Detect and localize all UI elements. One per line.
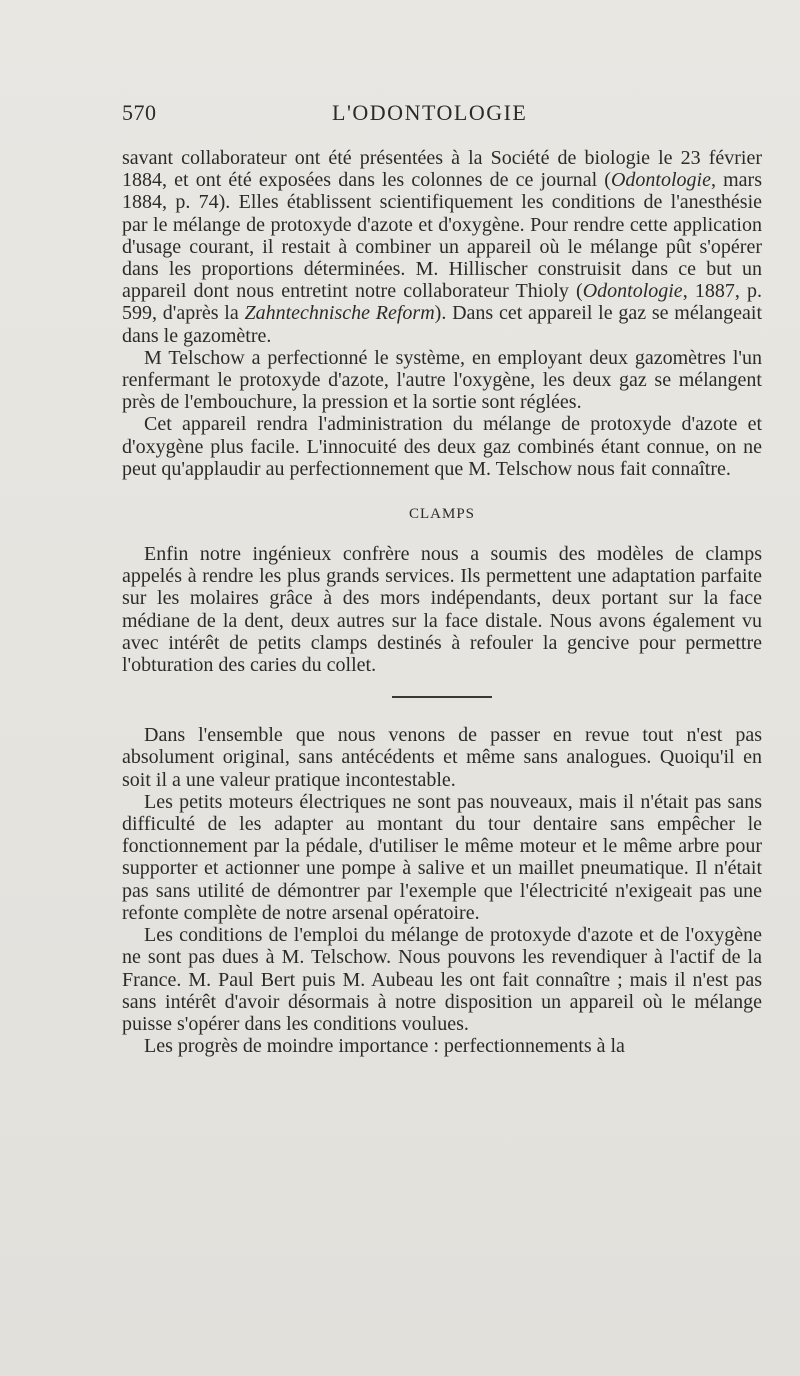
- page-body: [122, 147, 762, 1057]
- journal-citation: Odontologie: [582, 280, 683, 303]
- paragraph-text: ). Dans cet appareil le gaz se mélangeait dans le gazomètre.: [122, 302, 763, 347]
- section-heading-clamps: CLAMPS: [408, 506, 476, 523]
- page-number: 570: [122, 100, 157, 125]
- paragraph-text: savant collaborateur ont été présentées à la Société de biologie le 23 février 1884, et ont été exposées dans les colonnes de ce journal (: [122, 147, 762, 192]
- journal-citation: Odontologie: [610, 169, 711, 192]
- journal-citation: Zahntechnische Reform: [244, 302, 435, 325]
- running-head: [122, 100, 762, 130]
- paragraph-text: , 1887, p. 599, d'après la: [122, 280, 762, 325]
- journal-title: L'ODONTOLOGIE: [332, 100, 528, 125]
- paragraph-progres: Les progrès de moindre importance : perfectionnements à la: [144, 1035, 625, 1058]
- section-divider: [392, 696, 492, 698]
- paragraph-conditions: Les conditions de l'emploi du mélange de protoxyde d'azote et de l'oxygène ne sont pas dues à M. Telschow. Nous pouvons les revendiquer à l'actif de la France. M. Paul Bert puis M. Aubeau les ont fait connaître ; mais il n'est pas sans intérêt d'avoir désormais à notre disposition un appareil où le mélange puisse s'opérer dans les conditions voulues.: [122, 924, 762, 1035]
- paragraph-clamps: Enfin notre ingénieux confrère nous a soumis des modèles de clamps appelés à rendre les plus grands services. Ils permettent une adaptation parfaite sur les molaires grâce à des mors indépendants, deux portant sur la face médiane de la dent, deux autres sur la face distale. Nous avons également vu avec intérêt de petits clamps destinés à refouler la gencive pour permettre l'obturation des caries du collet.: [122, 543, 762, 677]
- paragraph-telschow-system: M Telschow a perfectionné le système, en employant deux gazomètres l'un renfermant le protoxyde d'azote, l'autre l'oxygène, les deux gaz se mélangent près de l'embouchure, la pression et la sortie sont réglées.: [122, 346, 762, 414]
- paragraph-moteurs: Les petits moteurs électriques ne sont pas nouveaux, mais il n'était pas sans difficulté de les adapter au montant du tour dentaire sans empêcher le fonctionnement par la pédale, d'utiliser le même moteur et le même arbre pour supporter et actionner une pompe à salive et un maillet pneumatique. Il n'était pas sans utilité de démontrer par l'exemple que l'électricité n'exigeait pas une refonte complète de notre arsenal opératoire.: [122, 790, 762, 924]
- paragraph-appareil: Cet appareil rendra l'administration du mélange de protoxyde d'azote et d'oxygène plus facile. L'innocuité des deux gaz combinés étant connue, on ne peut qu'applaudir au perfectionnement que M. Telschow nous fait connaître.: [122, 413, 762, 480]
- paragraph-continued: [122, 147, 762, 347]
- paragraph-text: , mars 1884, p. 74). Elles établissent scientifiquement les conditions de l'anesthésie par le mélange de protoxyde d'azote et d'oxygène. Pour rendre cette application d'usage courant, il restait à combiner un appareil où le mélange pût s'opérer dans les proportions déterminées. M. Hillischer construisit dans ce but un appareil dont nous entretint notre collaborateur Thioly (: [122, 169, 762, 303]
- paragraph-ensemble: Dans l'ensemble que nous venons de passer en revue tout n'est pas absolument original, sans antécédents et même sans analogues. Quoiqu'il en soit il a une valeur pratique incontestable.: [122, 724, 762, 791]
